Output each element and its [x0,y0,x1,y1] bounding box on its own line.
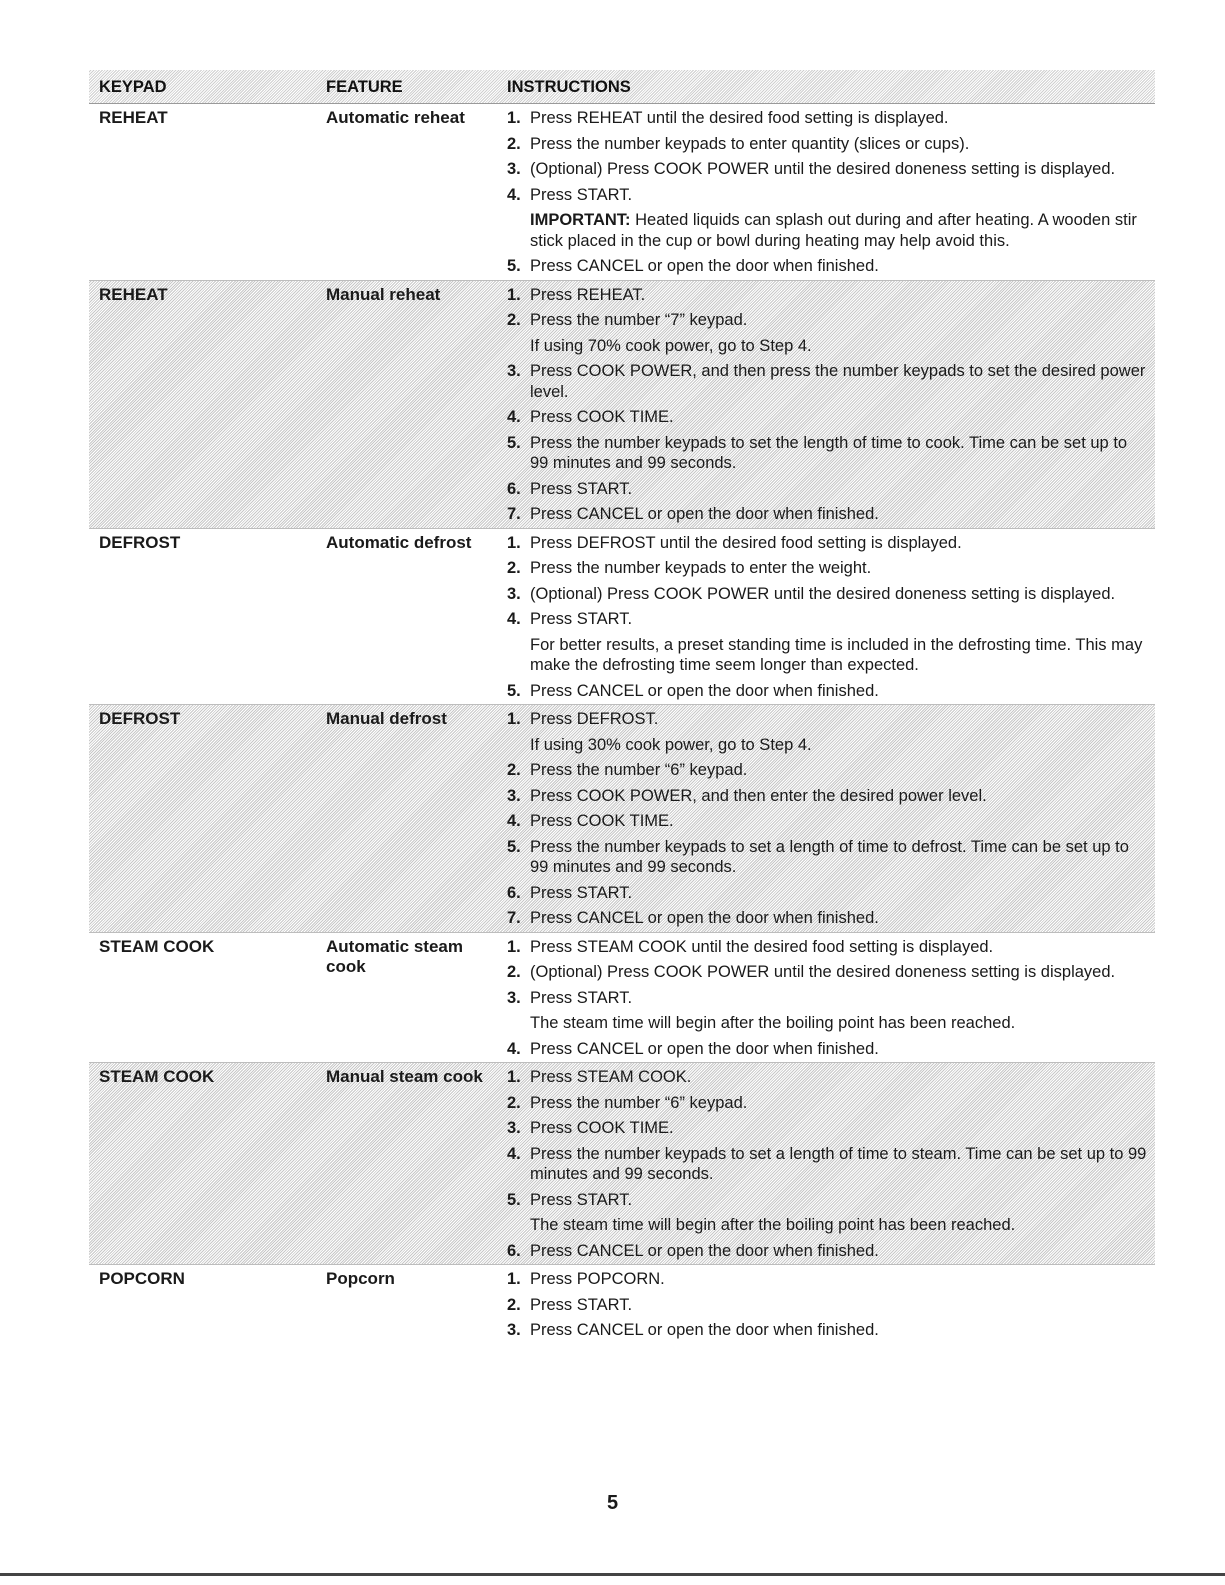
step-number: 2. [507,559,521,577]
step-number: 3. [507,1321,521,1339]
feature-cell: Manual steam cook [326,1067,483,1086]
step-number: 2. [507,134,521,153]
instructions-cell [507,529,1147,705]
instruction-step [507,1295,1147,1316]
instruction-note [530,336,1147,357]
step-number: 2. [507,761,521,779]
instruction-step [507,609,1147,630]
keypad-cell: STEAM COOK [99,1067,215,1086]
step-text: Press CANCEL or open the door when finished. [530,909,879,927]
step-text: Press REHEAT. [530,285,646,304]
step-text: Press the number “6” keypad. [530,1093,748,1112]
step-text: Press STEAM COOK until the desired food setting is displayed. [530,937,994,956]
step-text: Press the number keypads to set a length of time to steam. Time can be set up to 99 minutes and 99 seconds. [530,1144,1147,1183]
step-number: 6. [507,1241,521,1260]
step-number: 1. [507,533,521,552]
instructions-cell [507,104,1147,280]
instruction-step [507,1320,1147,1341]
step-text: Press CANCEL or open the door when finished. [530,257,879,275]
step-text: Press CANCEL or open the door when finished. [530,1039,879,1058]
instruction-step [507,361,1147,402]
instruction-step [507,883,1147,904]
step-number: 3. [507,160,521,178]
step-text: Press START. [530,988,633,1007]
step-text: Press the number “7” keypad. [530,311,748,329]
feature-cell: Automatic defrost [326,532,472,552]
instruction-step [507,310,1147,331]
instruction-step [507,837,1147,878]
keypad-cell: REHEAT [99,284,168,304]
step-number: 4. [507,812,521,830]
step-text: Press COOK TIME. [530,1119,674,1137]
step-number: 1. [507,109,521,127]
keypad-cell: REHEAT [99,108,168,127]
note-text: The steam time will begin after the boiling point has been reached. [530,1014,1016,1032]
step-number: 7. [507,505,521,523]
step-number: 2. [507,1093,521,1112]
step-text: Press START. [530,1190,633,1209]
step-number: 2. [507,963,521,981]
step-text: Press the number keypads to set a length of time to defrost. Time can be set up to 99 minutes and 99 seconds. [530,837,1129,876]
instruction-note [530,1013,1147,1034]
step-text: Press START. [530,883,633,902]
step-text: Press the number keypads to enter the weight. [530,559,872,577]
instruction-note [530,735,1147,756]
instruction-step [507,709,1147,730]
step-number: 5. [507,681,521,700]
instruction-step [507,584,1147,605]
instruction-step [507,1269,1147,1290]
instruction-step [507,533,1147,554]
step-text: Press CANCEL or open the door when finished. [530,681,879,700]
step-text: Press DEFROST until the desired food setting is displayed. [530,533,962,552]
step-number: 6. [507,883,521,902]
instruction-note [530,210,1147,251]
instructions-cell [507,1265,1147,1344]
table-row [89,704,1155,933]
instruction-step [507,479,1147,500]
instruction-step [507,988,1147,1009]
step-number: 4. [507,1039,521,1058]
step-text: Press START. [530,479,633,498]
note-text: Heated liquids can splash out during and after heating. A wooden stir stick placed in the cup or bowl during heating may help avoid this. [530,211,1137,250]
feature-cell: Manual defrost [326,709,447,728]
instruction-step [507,433,1147,474]
instruction-step [507,1093,1147,1114]
step-text: Press START. [530,610,633,628]
step-text: Press START. [530,185,633,204]
instruction-note [530,635,1147,676]
step-number: 6. [507,479,521,498]
step-number: 4. [507,1144,521,1163]
table-row [89,104,1155,280]
step-text: Press STEAM COOK. [530,1068,692,1086]
instruction-step [507,285,1147,306]
step-number: 3. [507,786,521,805]
instructions-cell [507,281,1147,528]
step-number: 7. [507,909,521,927]
step-number: 3. [507,988,521,1007]
table-header [89,70,1155,104]
keypad-cell: POPCORN [99,1269,185,1288]
keypad-cell: DEFROST [99,709,181,728]
feature-cell: Popcorn [326,1269,395,1288]
feature-cell: Automatic reheat [326,108,465,127]
instruction-step [507,1118,1147,1139]
step-text: (Optional) Press COOK POWER until the desired doneness setting is displayed. [530,963,1116,981]
instruction-step [507,504,1147,525]
instructions-cell [507,705,1147,932]
step-text: Press COOK POWER, and then enter the desired power level. [530,786,987,805]
instruction-step [507,681,1147,702]
step-text: Press START. [530,1295,633,1314]
note-text: For better results, a preset standing time is included in the defrosting time. This may make the defrosting time seem longer than expected. [530,635,1143,674]
step-number: 5. [507,837,521,856]
table-row [89,933,1155,1063]
instruction-step [507,962,1147,983]
step-text: Press CANCEL or open the door when finished. [530,505,879,523]
instruction-step [507,760,1147,781]
instruction-note [530,1215,1147,1236]
step-text: Press COOK POWER, and then press the number keypads to set the desired power level. [530,362,1146,401]
instruction-step [507,908,1147,929]
feature-cell: Automatic steam cook [326,936,463,976]
step-number: 4. [507,408,521,426]
step-text: Press the number keypads to enter quantity (slices or cups). [530,134,970,153]
step-text: (Optional) Press COOK POWER until the desired doneness setting is displayed. [530,160,1116,178]
step-number: 1. [507,1270,521,1288]
step-number: 4. [507,185,521,204]
note-emphasis: IMPORTANT: [530,211,631,229]
step-text: Press CANCEL or open the door when finished. [530,1321,879,1339]
step-number: 1. [507,710,521,728]
instruction-step [507,1241,1147,1262]
page-number: 5 [606,1492,619,1514]
instruction-step [507,159,1147,180]
instruction-step [507,256,1147,277]
step-number: 5. [507,1190,521,1209]
step-number: 5. [507,257,521,275]
step-number: 5. [507,433,521,452]
instruction-step [507,1190,1147,1211]
step-number: 1. [507,937,521,956]
instructions-cell [507,933,1147,1063]
instruction-step [507,786,1147,807]
keypad-cell: STEAM COOK [99,936,215,956]
instruction-step [507,134,1147,155]
header-instructions: INSTRUCTIONS [507,78,631,96]
table-body [89,104,1155,1344]
note-text: If using 70% cook power, go to Step 4. [530,336,812,355]
note-text: The steam time will begin after the boiling point has been reached. [530,1216,1016,1234]
instruction-step [507,108,1147,129]
instructions-cell [507,1063,1147,1264]
table-row [89,529,1155,705]
step-number: 3. [507,584,521,603]
instruction-step [507,407,1147,428]
step-text: Press REHEAT until the desired food setting is displayed. [530,109,949,127]
step-number: 3. [507,1119,521,1137]
step-number: 1. [507,1068,521,1086]
step-text: Press CANCEL or open the door when finished. [530,1241,879,1260]
instructions-table [89,70,1155,1344]
step-text: Press COOK TIME. [530,812,674,830]
table-row [89,1062,1155,1265]
step-text: Press COOK TIME. [530,408,674,426]
table-row [89,1265,1155,1344]
bottom-rule [0,1573,1225,1576]
note-text: If using 30% cook power, go to Step 4. [530,735,812,754]
table-row [89,280,1155,529]
instruction-step [507,1067,1147,1088]
instruction-step [507,1144,1147,1185]
step-text: Press DEFROST. [530,710,659,728]
step-number: 1. [507,285,521,304]
step-text: Press POPCORN. [530,1270,665,1288]
step-number: 3. [507,362,521,380]
keypad-cell: DEFROST [99,532,181,552]
header-feature: FEATURE [326,78,403,96]
feature-cell: Manual reheat [326,284,441,304]
step-text: Press the number “6” keypad. [530,761,748,779]
instruction-step [507,811,1147,832]
step-number: 2. [507,1295,521,1314]
instruction-step [507,1039,1147,1060]
step-number: 2. [507,311,521,329]
step-text: Press the number keypads to set the length of time to cook. Time can be set up to 99 minutes and 99 seconds. [530,433,1128,472]
instruction-step [507,185,1147,206]
instruction-step [507,558,1147,579]
step-number: 4. [507,610,521,628]
header-keypad: KEYPAD [99,78,167,96]
instruction-step [507,937,1147,958]
step-text: (Optional) Press COOK POWER until the desired doneness setting is displayed. [530,584,1116,603]
